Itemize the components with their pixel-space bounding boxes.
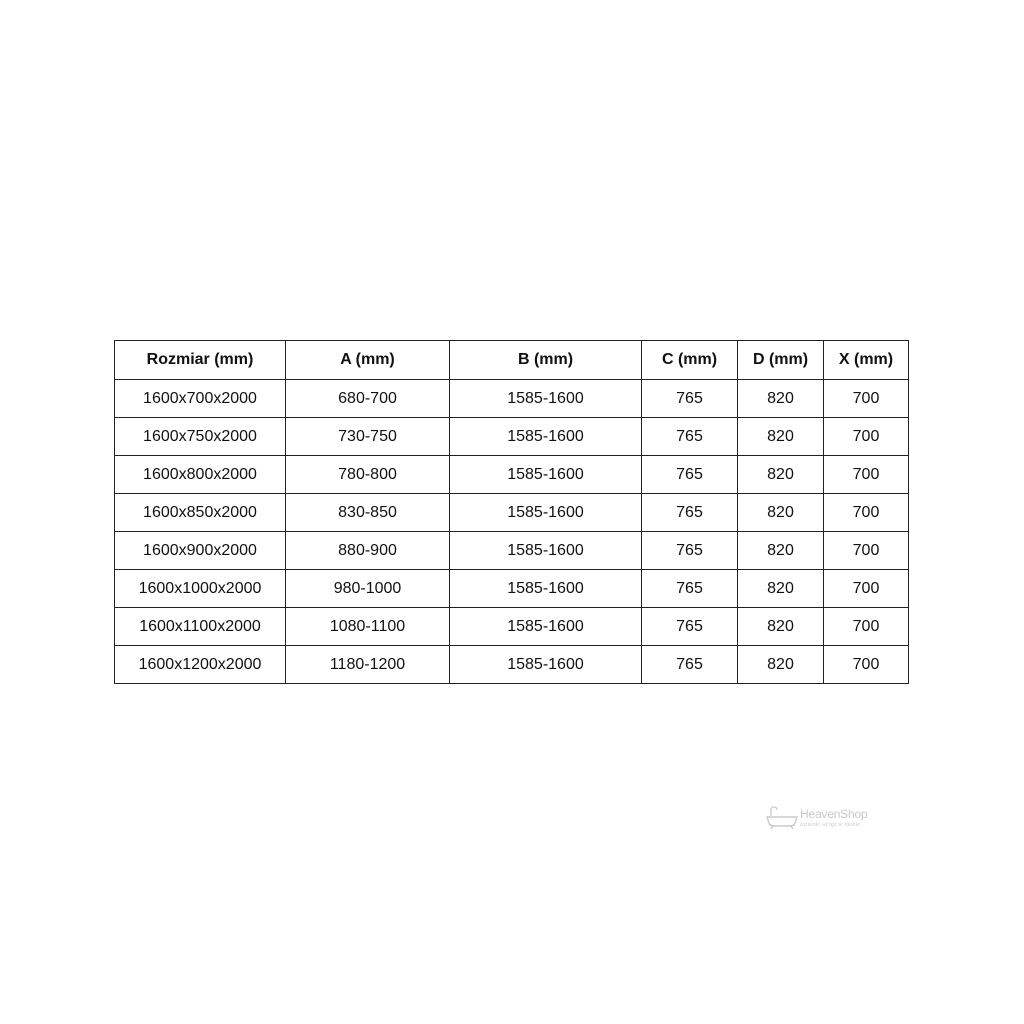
cell-c: 765: [642, 418, 738, 456]
heavenshop-watermark: [766, 806, 876, 832]
cell-c: 765: [642, 380, 738, 418]
table-row: [115, 418, 909, 456]
table-body: [115, 380, 909, 684]
cell-d: 820: [738, 380, 824, 418]
cell-rozmiar: 1600x850x2000: [115, 494, 286, 532]
header-cell-a: A (mm): [286, 341, 450, 380]
cell-b: 1585-1600: [450, 418, 642, 456]
cell-b: 1585-1600: [450, 608, 642, 646]
cell-rozmiar: 1600x1000x2000: [115, 570, 286, 608]
cell-x: 700: [824, 380, 909, 418]
header-cell-b: B (mm): [450, 341, 642, 380]
cell-a: 730-750: [286, 418, 450, 456]
cell-a: 980-1000: [286, 570, 450, 608]
table-row: [115, 456, 909, 494]
watermark-tagline: łazienki wciąż w niebie: [800, 821, 861, 828]
dimensions-table: [114, 340, 909, 684]
cell-x: 700: [824, 570, 909, 608]
table-row: [115, 494, 909, 532]
cell-a: 1180-1200: [286, 646, 450, 684]
table-header: [115, 341, 909, 380]
cell-a: 880-900: [286, 532, 450, 570]
cell-d: 820: [738, 608, 824, 646]
cell-x: 700: [824, 532, 909, 570]
cell-rozmiar: 1600x750x2000: [115, 418, 286, 456]
cell-x: 700: [824, 494, 909, 532]
cell-c: 765: [642, 456, 738, 494]
cell-a: 830-850: [286, 494, 450, 532]
table-row: [115, 532, 909, 570]
cell-d: 820: [738, 570, 824, 608]
cell-b: 1585-1600: [450, 456, 642, 494]
cell-rozmiar: 1600x700x2000: [115, 380, 286, 418]
cell-d: 820: [738, 418, 824, 456]
cell-rozmiar: 1600x800x2000: [115, 456, 286, 494]
header-cell-c: C (mm): [642, 341, 738, 380]
table-row: [115, 570, 909, 608]
cell-a: 680-700: [286, 380, 450, 418]
header-cell-d: D (mm): [738, 341, 824, 380]
cell-c: 765: [642, 646, 738, 684]
cell-x: 700: [824, 456, 909, 494]
table-row: [115, 608, 909, 646]
cell-d: 820: [738, 456, 824, 494]
cell-b: 1585-1600: [450, 532, 642, 570]
header-cell-x: X (mm): [824, 341, 909, 380]
watermark-brand: HeavenShop: [800, 807, 868, 821]
cell-c: 765: [642, 494, 738, 532]
cell-b: 1585-1600: [450, 494, 642, 532]
cell-c: 765: [642, 608, 738, 646]
table-row: [115, 646, 909, 684]
cell-x: 700: [824, 608, 909, 646]
cell-b: 1585-1600: [450, 380, 642, 418]
cell-b: 1585-1600: [450, 570, 642, 608]
cell-d: 820: [738, 494, 824, 532]
cell-rozmiar: 1600x1200x2000: [115, 646, 286, 684]
cell-a: 1080-1100: [286, 608, 450, 646]
cell-d: 820: [738, 532, 824, 570]
cell-c: 765: [642, 570, 738, 608]
header-row: [115, 341, 909, 380]
cell-rozmiar: 1600x1100x2000: [115, 608, 286, 646]
bathtub-icon: [766, 806, 798, 830]
cell-x: 700: [824, 646, 909, 684]
cell-d: 820: [738, 646, 824, 684]
cell-a: 780-800: [286, 456, 450, 494]
table-row: [115, 380, 909, 418]
cell-c: 765: [642, 532, 738, 570]
cell-rozmiar: 1600x900x2000: [115, 532, 286, 570]
cell-x: 700: [824, 418, 909, 456]
header-cell-rozmiar: Rozmiar (mm): [115, 341, 286, 380]
cell-b: 1585-1600: [450, 646, 642, 684]
